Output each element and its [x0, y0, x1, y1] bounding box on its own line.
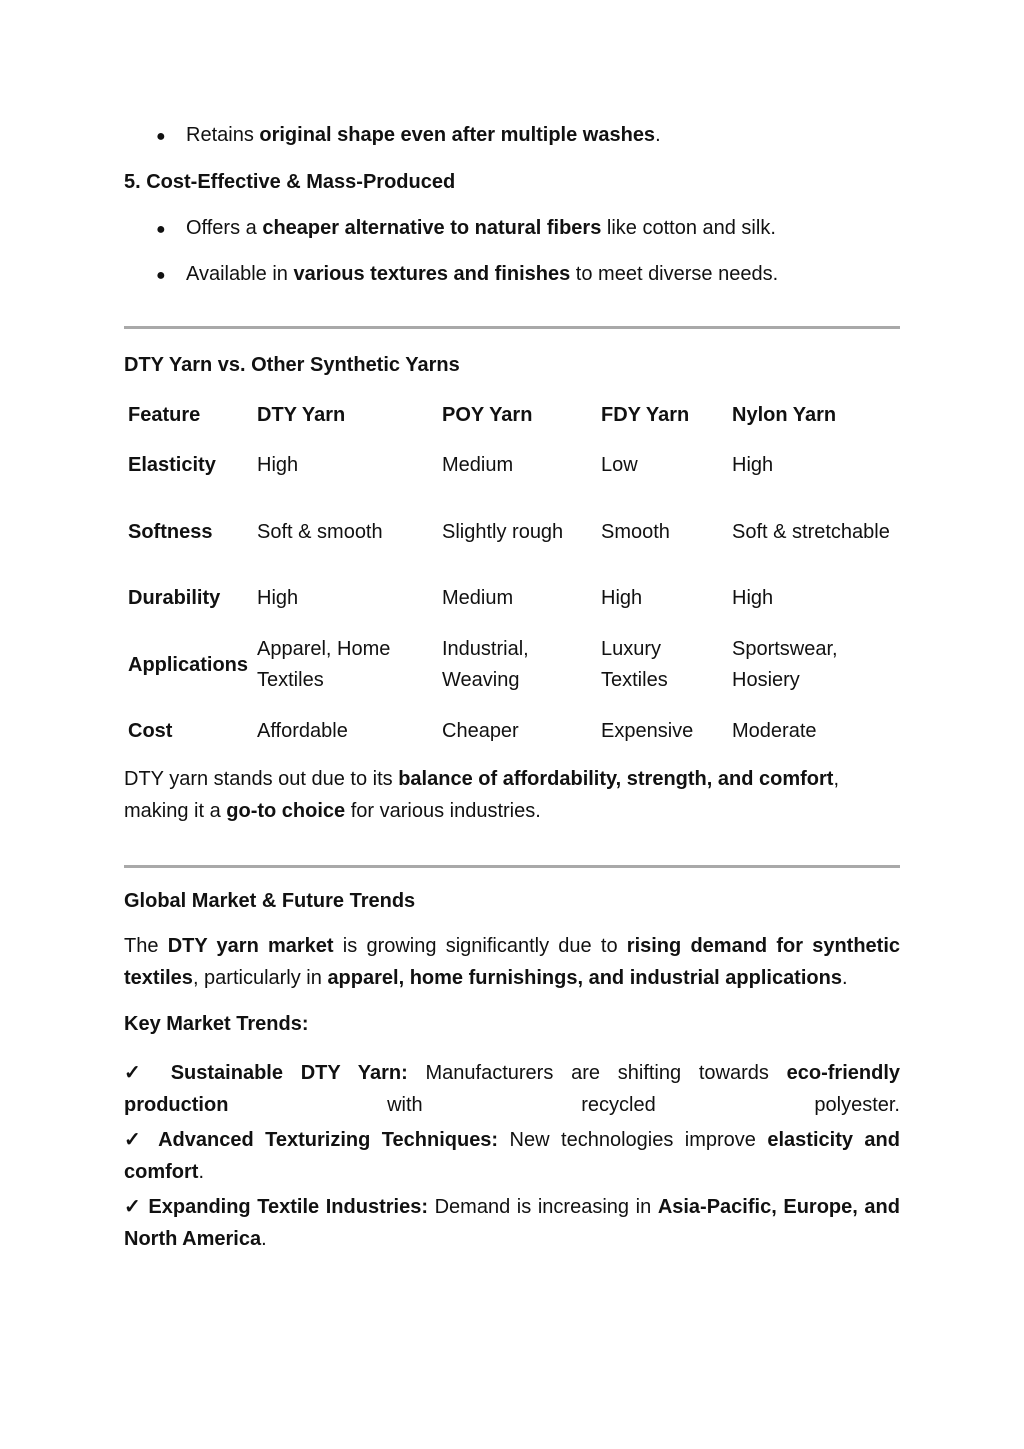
paragraph-text: , making it a	[124, 768, 840, 822]
list-item	[124, 217, 776, 240]
trend-text: with recycled polyester.	[228, 1094, 900, 1116]
table-cell-feature: Applications	[128, 653, 249, 676]
section-heading: DTY Yarn vs. Other Synthetic Yarns	[124, 354, 460, 376]
paragraph-text: DTY yarn stands out due to its	[124, 768, 399, 790]
table-header-cell: Nylon Yarn	[732, 403, 837, 426]
trends-heading: Key Market Trends:	[124, 1013, 309, 1035]
table-header-cell: POY Yarn	[442, 403, 533, 426]
paragraph-text: .	[841, 967, 848, 989]
trend-text: New technologies improve	[498, 1129, 768, 1151]
table-cell: Soft & smooth	[257, 520, 383, 543]
bullet-text: like cotton and silk.	[601, 217, 776, 239]
bullet-text: Retains	[186, 124, 260, 146]
table-cell: Apparel, Home Textiles	[257, 638, 391, 691]
paragraph-bold-text: rising demand for synthetic textiles	[124, 935, 901, 989]
table-cell: High	[732, 587, 774, 609]
table-cell: Slightly rough	[442, 520, 564, 543]
horizontal-divider	[124, 865, 900, 868]
checkmark-icon: ✓	[124, 1196, 142, 1218]
comparison-table	[124, 392, 900, 759]
table-cell: Moderate	[732, 720, 817, 742]
bullet-icon: ●	[156, 267, 166, 284]
paragraph-text: The	[124, 935, 168, 957]
table-cell: Affordable	[257, 720, 348, 742]
trend-bold-text: elasticity and comfort	[124, 1129, 900, 1183]
table-header-cell: DTY Yarn	[257, 403, 346, 426]
table-cell: High	[257, 454, 299, 476]
checkmark-icon: ✓	[124, 1129, 147, 1151]
table-cell: Expensive	[601, 720, 694, 742]
section-heading: 5. Cost-Effective & Mass-Produced	[124, 171, 456, 193]
trend-text: Manufacturers are shifting towards	[407, 1062, 787, 1084]
trend-text: Demand is increasing in	[427, 1196, 658, 1218]
table-row	[124, 493, 900, 571]
bullet-bold-text: various textures and finishes	[293, 263, 571, 285]
checkmark-icon: ✓	[124, 1062, 153, 1084]
table-cell-feature: Cost	[128, 720, 173, 742]
bullet-text: Available in	[186, 263, 294, 285]
table-row	[124, 571, 900, 626]
table-cell: High	[732, 454, 774, 476]
table-cell: Medium	[442, 454, 514, 476]
table-row	[124, 626, 900, 704]
table-header-row	[124, 392, 900, 438]
table-row	[124, 704, 900, 759]
table-cell: Soft & stretchable	[732, 520, 890, 543]
table-cell-feature: Elasticity	[128, 454, 216, 476]
trend-label: Advanced Texturizing Techniques:	[158, 1129, 499, 1151]
trend-text: .	[261, 1228, 267, 1250]
paragraph-bold-text: DTY yarn market	[167, 935, 334, 957]
table-cell: Low	[601, 454, 638, 476]
table-cell: Smooth	[601, 520, 670, 543]
trend-item	[124, 1124, 900, 1188]
table-cell-feature: Durability	[128, 587, 221, 609]
bullet-icon: ●	[156, 128, 166, 145]
paragraph-bold-text: balance of affordability, strength, and comfort	[398, 768, 834, 790]
horizontal-divider	[124, 326, 900, 329]
trend-bold-text: Asia-Pacific, Europe, and North America	[124, 1196, 900, 1250]
trend-text: .	[198, 1161, 205, 1183]
trend-bold-text: eco-friendly production	[124, 1062, 900, 1116]
bullet-text: .	[655, 124, 661, 146]
table-cell: Medium	[442, 587, 514, 609]
market-intro-paragraph	[124, 930, 900, 994]
table-header-cell: FDY Yarn	[601, 403, 690, 426]
section-heading: Global Market & Future Trends	[124, 890, 416, 912]
paragraph-text: for various industries.	[345, 800, 541, 822]
summary-paragraph	[124, 763, 900, 827]
table-cell: High	[257, 587, 299, 609]
paragraph-bold-text: apparel, home furnishings, and industrial applications	[327, 967, 842, 989]
paragraph-text: , particularly in	[192, 967, 328, 989]
bullet-bold-text: original shape even after multiple washes	[259, 124, 656, 146]
bullet-text: to meet diverse needs.	[570, 263, 779, 285]
paragraph-bold-text: go-to choice	[226, 800, 346, 822]
table-cell: Luxury Textiles	[601, 638, 668, 691]
table-cell: Cheaper	[442, 720, 519, 742]
table-row	[124, 438, 900, 493]
list-item	[124, 263, 778, 286]
trend-label: Sustainable DTY Yarn:	[170, 1062, 408, 1084]
bullet-bold-text: cheaper alternative to natural fibers	[262, 217, 602, 239]
bullet-icon: ●	[156, 221, 166, 238]
trend-item	[124, 1191, 900, 1255]
trend-item	[124, 1057, 900, 1121]
table-header-cell: Feature	[128, 403, 201, 426]
table-cell: High	[601, 587, 643, 609]
paragraph-text: is growing significantly due to	[333, 935, 627, 957]
table-cell: Industrial, Weaving	[442, 638, 529, 691]
list-item	[124, 124, 661, 147]
table-cell: Sportswear, Hosiery	[732, 638, 838, 691]
trend-label: Expanding Textile Industries:	[148, 1196, 428, 1218]
bullet-text: Offers a	[186, 217, 263, 239]
table-cell-feature: Softness	[128, 520, 213, 543]
